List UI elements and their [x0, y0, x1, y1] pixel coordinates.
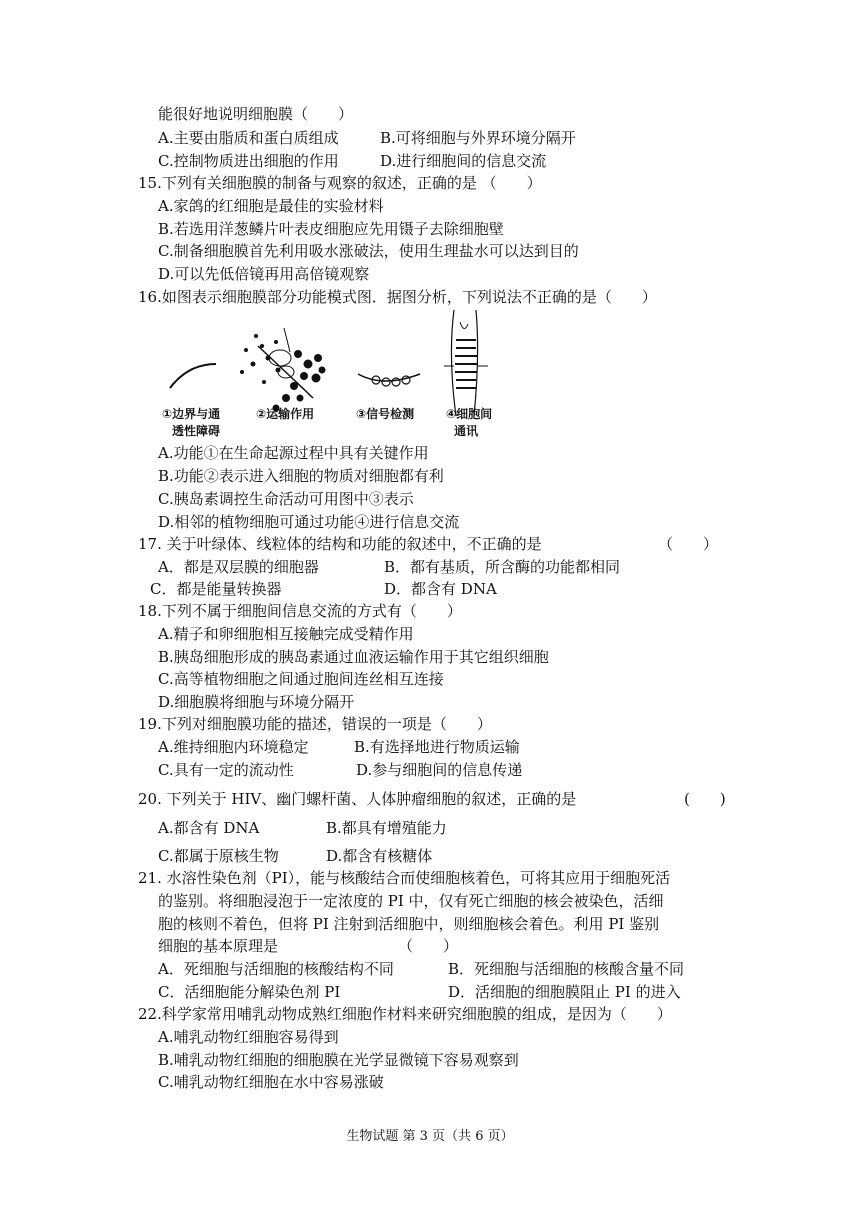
q15-stem: 15.下列有关细胞膜的制备与观察的叙述，正确的是 （ ）: [138, 174, 542, 192]
q18-stem: 18.下列不属于细胞间信息交流的方式有（ ）: [138, 602, 462, 620]
q19-stem: 19.下列对细胞膜功能的描述，错误的一项是（ ）: [138, 715, 492, 733]
q21-stem-line1: 21. 水溶性染色剂（PI），能与核酸结合而使细胞核着色，可将其应用于细胞死活: [138, 869, 671, 887]
membrane-function-figure: [158, 306, 508, 440]
q20-option-d: D.都含有核糖体: [326, 847, 433, 865]
q15-option-b: B.若选用洋葱鳞片叶表皮细胞应先用镊子去除细胞壁: [158, 220, 504, 238]
q20-option-c: C.都属于原核生物: [158, 847, 279, 865]
q18-option-a: A.精子和卵细胞相互接触完成受精作用: [158, 625, 414, 643]
q15-option-d: D.可以先低倍镜再用高倍镜观察: [158, 265, 370, 283]
q20-stem: 20. 下列关于 HIV、幽门螺杆菌、人体肿瘤细胞的叙述，正确的是: [138, 790, 577, 808]
fig-label-4b: 通讯: [454, 424, 479, 438]
q20-option-b: B.都具有增殖能力: [326, 819, 447, 837]
fig-label-1b: 透性障碍: [172, 424, 221, 438]
q21-stem-line2: 的鉴别。将细胞浸泡于一定浓度的 PI 中，仅有死亡细胞的核会被染色，活细: [158, 892, 664, 910]
q17-option-b: B．都有基质，所含酶的功能都相同: [384, 558, 621, 576]
q21-option-a: A．死细胞与活细胞的核酸结构不同: [158, 960, 394, 978]
q16-option-d: D.相邻的植物细胞可通过功能④进行信息交流: [158, 513, 460, 531]
q22-option-c: C.哺乳动物红细胞在水中容易涨破: [158, 1073, 384, 1091]
q22-stem: 22.科学家常用哺乳动物成熟红细胞作材料来研究细胞膜的组成，是因为（ ）: [138, 1005, 672, 1023]
q18-option-c: C.高等植物细胞之间通过胞间连丝相互连接: [158, 670, 444, 688]
q17-stem: 17. 关于叶绿体、线粒体的结构和功能的叙述中，不正确的是: [138, 535, 542, 553]
q16-stem: 16.如图表示细胞膜部分功能模式图．据图分析，下列说法不正确的是（ ）: [138, 288, 657, 306]
q14-stem-cont: 能很好地说明细胞膜（ ）: [158, 105, 354, 123]
q19-option-b: B.有选择地进行物质运输: [354, 738, 520, 756]
fig-label-4a: ④细胞间: [446, 407, 493, 421]
q14-option-b: B.可将细胞与外界环境分隔开: [380, 129, 576, 147]
q14-option-c: C.控制物质进出细胞的作用: [158, 152, 339, 170]
q18-option-b: B.胰岛细胞形成的胰岛素通过血液运输作用于其它组织细胞: [158, 648, 549, 666]
q17-option-c: C．都是能量转换器: [150, 580, 282, 598]
q15-option-a: A.家鸽的红细胞是最佳的实验材料: [158, 197, 384, 215]
q14-option-a: A.主要由脂质和蛋白质组成: [158, 129, 339, 147]
q15-option-c: C.制备细胞膜首先利用吸水涨破法，使用生理盐水可以达到目的: [158, 242, 579, 260]
q14-option-d: D.进行细胞间的信息交流: [380, 152, 547, 170]
q17-option-a: A．都是双层膜的细胞器: [158, 558, 319, 576]
q21-option-d: D．活细胞的细胞膜阻止 PI 的进入: [448, 983, 681, 1001]
fig-label-2: ②运输作用: [256, 407, 315, 421]
q19-option-c: C.具有一定的流动性: [158, 761, 294, 779]
q21-option-c: C．活细胞能分解染色剂 PI: [158, 983, 341, 1001]
q16-option-b: B.功能②表示进入细胞的物质对细胞都有利: [158, 467, 444, 485]
q21-option-b: B．死细胞与活细胞的核酸含量不同: [448, 960, 685, 978]
q20-option-a: A.都含有 DNA: [158, 819, 260, 837]
q17-option-d: D．都含有 DNA: [384, 580, 497, 598]
q21-paren: （ ）: [398, 937, 459, 955]
q16-option-a: A.功能①在生命起源过程中具有关键作用: [158, 444, 429, 462]
q22-option-b: B.哺乳动物红细胞的细胞膜在光学显微镜下容易观察到: [158, 1051, 519, 1069]
q19-option-d: D.参与细胞间的信息传递: [356, 761, 523, 779]
q21-stem-line3: 胞的核则不着色，但将 PI 注射到活细胞中，则细胞核会着色。利用 PI 鉴别: [158, 915, 660, 933]
fig-label-1a: ①边界与通: [162, 407, 221, 421]
q16-option-c: C.胰岛素调控生命活动可用图中③表示: [158, 490, 414, 508]
q19-option-a: A.维持细胞内环境稳定: [158, 738, 309, 756]
q21-stem-line4: 细胞的基本原理是: [158, 937, 279, 955]
q17-paren: （ ）: [658, 535, 719, 553]
q18-option-d: D.细胞膜将细胞与环境分隔开: [158, 693, 355, 711]
fig-label-3: ③信号检测: [356, 407, 415, 421]
page-footer: 生物试题 第 3 页（共 6 页）: [346, 1129, 514, 1144]
q20-paren: ( ): [684, 790, 726, 808]
q22-option-a: A.哺乳动物红细胞容易得到: [158, 1028, 339, 1046]
